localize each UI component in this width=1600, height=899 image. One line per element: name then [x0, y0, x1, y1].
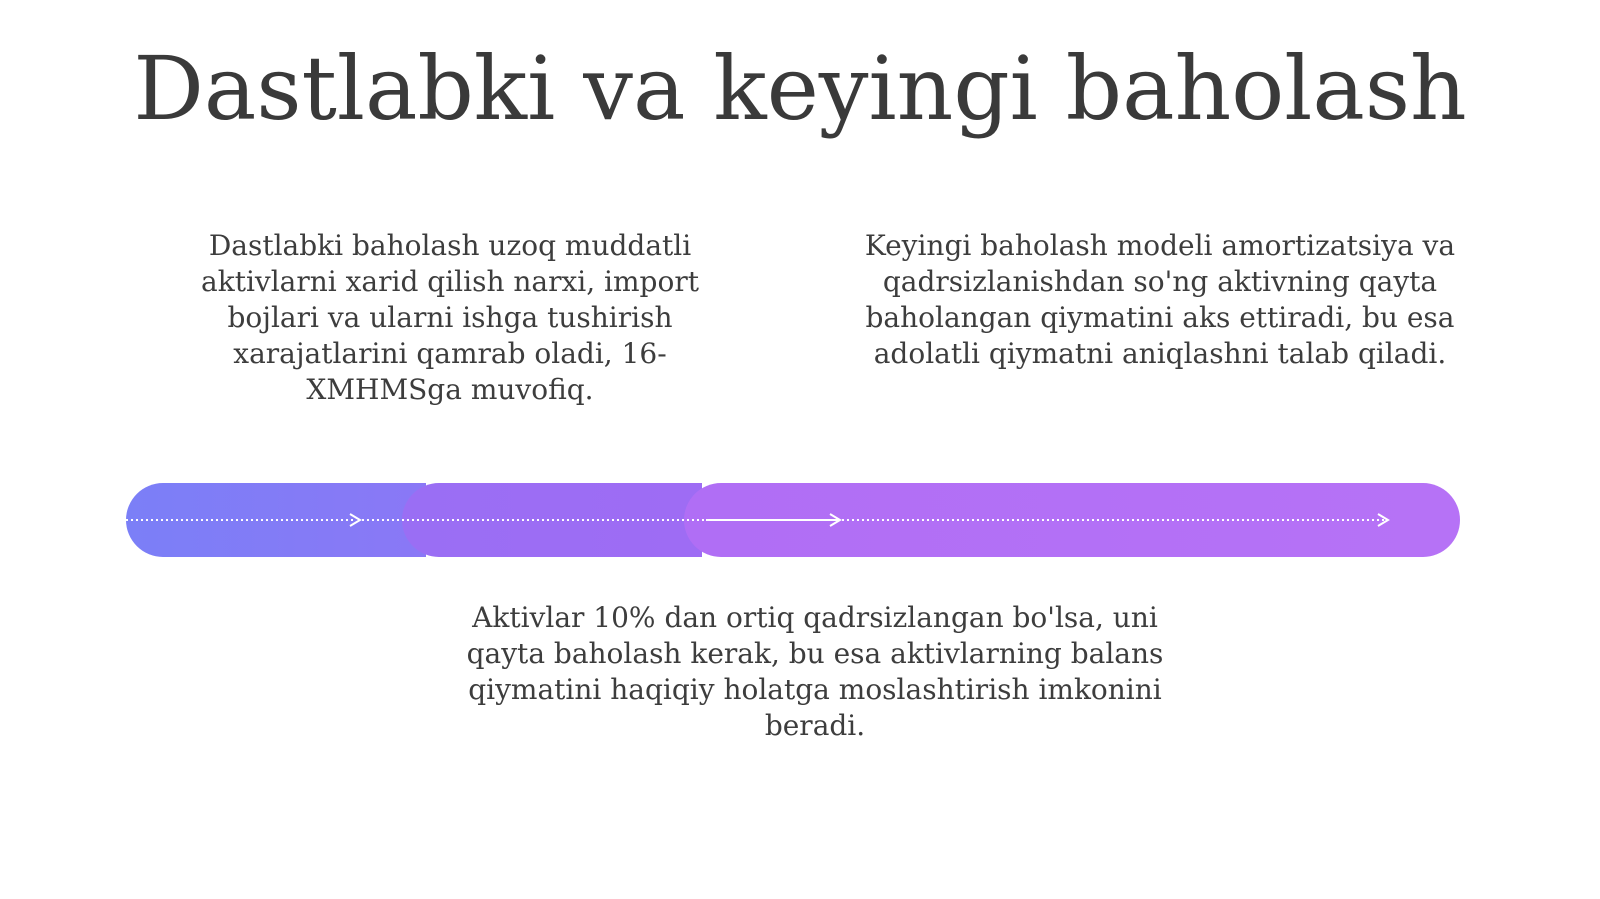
initial-valuation-text: Dastlabki baholash uzoq muddatli aktivlarni xarid qilish narxi, import bojlari va ularni ishga tushirish xarajatlarini qamrab oladi, 16-XMHMSga muvofiq.	[201, 229, 699, 406]
revaluation-text: Aktivlar 10% dan ortiq qadrsizlangan bo'lsa, uni qayta baholash kerak, bu esa aktivlarning balans qiymatini haqiqiy holatga moslashtirish imkonini beradi.	[466, 601, 1164, 742]
timeline-arrows	[126, 483, 1460, 557]
slide-title: Dastlabki va keyingi baholash	[133, 37, 1467, 140]
subsequent-valuation-text: Keyingi baholash modeli amortizatsiya va qadrsizlanishdan so'ng aktivning qayta baholangan qiymatini aks ettiradi, bu esa adolatli qiymatni aniqlashni talab qiladi.	[864, 229, 1456, 370]
timeline-bar	[126, 483, 1460, 557]
